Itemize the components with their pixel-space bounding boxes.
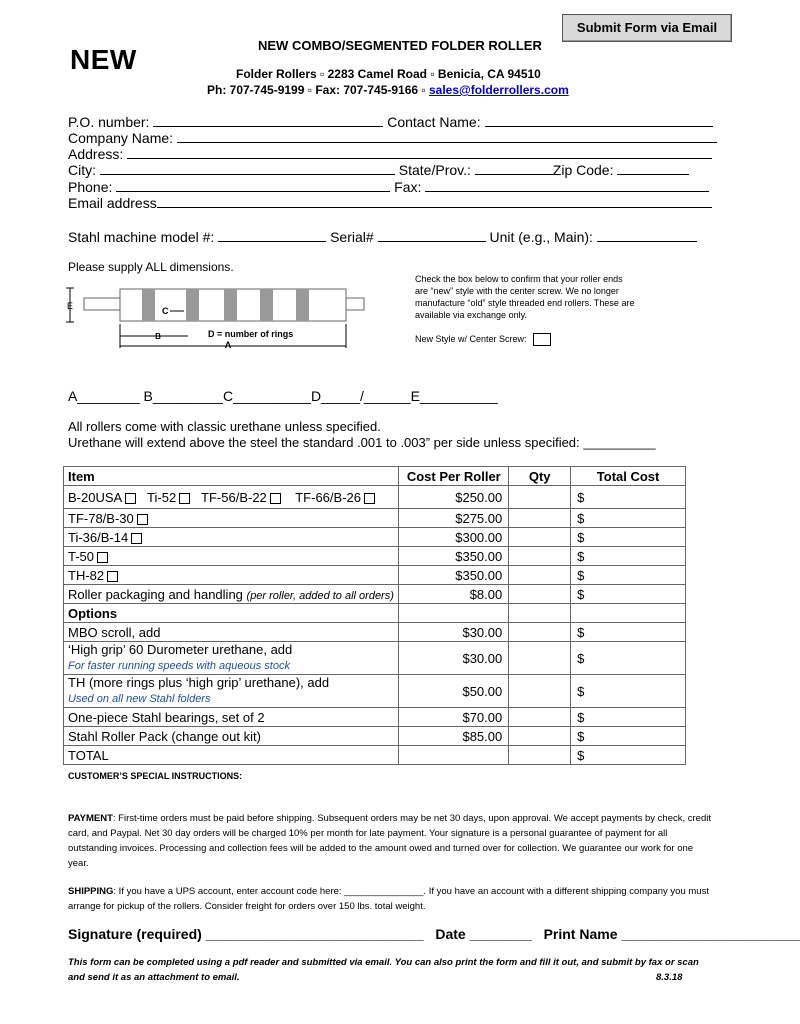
machine-row [68,228,697,245]
city-row [68,161,689,178]
table-row [64,727,686,746]
fax-label: Fax: [394,179,422,195]
total-cell: $ [571,727,686,746]
qty-input[interactable] [509,585,571,604]
item-tf56: TF-56/B-22 [201,489,267,505]
new-style-checkbox[interactable] [533,333,551,346]
contact-line [207,83,569,97]
roller-diagram [66,280,376,350]
state-label: State/Prov.: [398,162,471,178]
contact-label: Contact Name: [387,114,481,130]
options-label: Options [64,604,399,623]
item-cell: ‘High grip’ 60 Durometer urethane, add For faster running speeds with aqueous stock [64,642,399,675]
table-row [64,486,686,509]
urethane-line-1: All rollers come with classic urethane unless specified. [68,419,381,434]
item-cell [64,486,399,509]
total-cell: $ [571,547,686,566]
qty-input[interactable] [509,509,571,528]
label-a: A [224,340,232,350]
price-cell: $350.00 [399,547,509,566]
item-cell: One-piece Stahl bearings, set of 2 [64,708,399,727]
shipping-terms: SHIPPING: If you have a UPS account, enter account code here: _______________. If you have an account with a different shipping company you must arrange for pickup of the rollers. Consider freight for orders over 150 lbs. total weight. [68,886,709,912]
special-instructions-input[interactable] [68,784,716,810]
table-row [64,623,686,642]
total-cell: $ [571,623,686,642]
qty-input[interactable] [509,708,571,727]
dim-c[interactable]: C__________ [222,388,311,404]
dim-a[interactable]: A________ [68,388,140,404]
item-cell: Stahl Roller Pack (change out kit) [64,727,399,746]
price-cell: $275.00 [399,509,509,528]
email-row [68,194,712,211]
price-cell: $70.00 [399,708,509,727]
model-label: Stahl machine model #: [68,229,215,245]
company-row [68,129,717,146]
qty-input[interactable] [509,566,571,585]
label-c: C [162,306,169,316]
new-badge: NEW [70,44,137,75]
qty-input[interactable] [509,727,571,746]
signature-row [68,926,800,942]
payment-terms: PAYMENT: First-time orders must be paid before shipping. Subsequent orders may be net 30 days, upon approval. We accept payments by check, credit card, and Paypal. Net 30 day orders will be charged 10% per month for late payment. Your signature is a personal guarantee of payment for all outstanding invoices. Processing and collection fees will be added to the amount owed and turned over for collection. We guarantee our work for one year. [68,813,711,869]
checkbox-b20usa[interactable] [125,493,136,504]
price-cell: $300.00 [399,528,509,547]
checkbox-tf56[interactable] [270,493,281,504]
item-cell: T-50 [64,547,399,566]
special-instructions-label: CUSTOMER’S SPECIAL INSTRUCTIONS: [68,771,243,781]
table-row [64,642,686,675]
price-cell: $350.00 [399,566,509,585]
qty-input[interactable] [509,623,571,642]
phone-row [68,178,709,195]
page-title: NEW COMBO/SEGMENTED FOLDER ROLLER [258,38,542,53]
item-cell: Ti-36/B-14 [64,528,399,547]
item-cell: MBO scroll, add [64,623,399,642]
date-field[interactable]: Date ________ [435,926,532,942]
zip-label: Zip Code: [552,162,614,178]
label-b: B [155,332,161,341]
pricing-table [63,466,686,765]
price-cell: $8.00 [399,585,509,604]
item-cell: TH-82 [64,566,399,585]
model-input[interactable] [218,228,326,242]
qty-input[interactable] [509,486,571,509]
state-input[interactable] [475,161,553,175]
dimensions-instruction: Please supply ALL dimensions. [68,260,234,274]
header-total: Total Cost [571,467,686,486]
total-cell: $ [571,509,686,528]
price-cell: $50.00 [399,675,509,708]
footer-line-2: and send it as an attachment to email. [68,972,240,983]
email-label: Email address [68,195,157,211]
price-cell: $250.00 [399,486,509,509]
phone-input[interactable] [116,178,390,192]
qty-input[interactable] [509,528,571,547]
po-row [68,113,713,130]
serial-label: Serial# [330,229,374,245]
item-cell: Roller packaging and handling (per roller, added to all orders) [64,585,399,604]
submit-form-button[interactable]: Submit Form via Email [562,14,732,42]
checkbox-tf78[interactable] [137,514,148,525]
label-d: D = number of rings [208,329,294,339]
price-cell: $30.00 [399,642,509,675]
signature-field[interactable]: Signature (required) ____________________________ [68,926,424,942]
new-style-label: New Style w/ Center Screw: [415,333,527,344]
checkbox-ti52[interactable] [179,493,190,504]
po-input[interactable] [153,113,383,127]
zip-input[interactable] [617,161,689,175]
address-input[interactable] [127,145,712,159]
checkbox-tf66[interactable] [364,493,375,504]
item-ti52: Ti-52 [147,489,177,505]
city-label: City: [68,162,96,178]
price-cell: $30.00 [399,623,509,642]
item-cell: TH (more rings plus ‘high grip’ urethane), add Used on all new Stahl folders [64,675,399,708]
total-cell: $ [571,566,686,585]
options-row [64,604,686,623]
address-line: Folder Rollers ▫ 2283 Camel Road ▫ Benicia, CA 94510 [236,67,541,81]
qty-input[interactable] [509,642,571,675]
address-row [68,145,712,162]
contact-input[interactable] [485,113,713,127]
phone-label: Phone: [68,179,113,195]
phone-fax-text: Ph: 707-745-9199 ▫ Fax: 707-745-9166 ▫ [207,83,429,97]
header-qty: Qty [509,467,571,486]
dim-b[interactable]: B_________ [143,388,223,404]
unit-label: Unit (e.g., Main): [489,229,593,245]
checkbox-ti36[interactable] [131,533,142,544]
total-row [64,746,686,765]
dimensions-row [68,388,498,404]
po-label: P.O. number: [68,114,150,130]
total-cell: $ [571,528,686,547]
roller-style-note: Check the box below to confirm that your roller ends are “new” style with the center screw. We no longer manufacture “old” style threaded end rollers. These are available via exchange only. [415,274,635,320]
serial-input[interactable] [378,228,486,242]
table-row [64,547,686,566]
table-row [64,708,686,727]
dim-d[interactable]: D_____/______ [310,388,411,404]
total-cell: $ [571,675,686,708]
checkbox-t50[interactable] [97,552,108,563]
total-label: TOTAL [64,746,399,765]
item-cell: TF-78/B-30 [64,509,399,528]
company-input[interactable] [177,129,717,143]
dim-e[interactable]: E__________ [410,388,498,404]
fax-input[interactable] [425,178,709,192]
email-link[interactable]: sales@folderrollers.com [428,83,569,97]
address-label: Address: [68,146,124,162]
table-row [64,528,686,547]
new-style-row [415,333,551,346]
checkbox-th82[interactable] [107,571,118,582]
print-name-field[interactable]: Print Name _______________________ [543,926,800,942]
city-input[interactable] [100,161,395,175]
urethane-line-2: Urethane will extend above the steel the standard .001 to .003” per side unless specified: __________ [68,435,656,450]
table-row [64,566,686,585]
table-row [64,509,686,528]
grand-total: $ [571,746,686,765]
label-e: E [66,301,74,311]
email-input[interactable] [157,194,712,208]
total-cell: $ [571,585,686,604]
version-date: 8.3.18 [656,972,683,983]
table-row [64,585,686,604]
total-cell: $ [571,708,686,727]
qty-input[interactable] [509,675,571,708]
price-cell: $85.00 [399,727,509,746]
item-b20usa: B-20USA [68,489,123,505]
footer-line-1: This form can be completed using a pdf reader and submitted via email. You can also print the form and fill it out, and submit by fax or scan [68,957,699,968]
total-cell: $ [571,642,686,675]
table-header-row [64,467,686,486]
item-tf66: TF-66/B-26 [295,489,361,505]
qty-input[interactable] [509,547,571,566]
unit-input[interactable] [597,228,697,242]
total-cell: $ [571,486,686,509]
table-row [64,675,686,708]
header-item: Item [64,467,399,486]
header-cost: Cost Per Roller [399,467,509,486]
company-label: Company Name: [68,130,174,146]
